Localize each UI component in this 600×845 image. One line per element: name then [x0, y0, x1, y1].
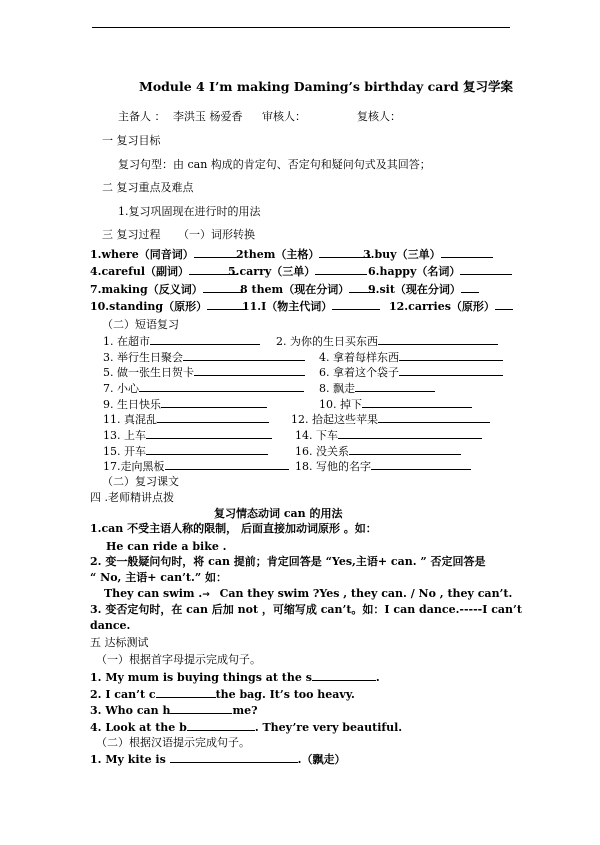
preparer-label: 主备人 ： [118, 110, 166, 123]
answer-blank[interactable] [399, 349, 503, 361]
rule-2-line-2: “ No, 主语+ can’t.” 如： [90, 571, 227, 584]
answer-blank[interactable] [157, 411, 269, 423]
test-question-3: 3. Who can h me? [90, 704, 258, 717]
answer-blank[interactable] [183, 349, 305, 361]
word-row-1-c1: 1.where（同音词） [90, 246, 238, 262]
example-2-statement: They can swim . [104, 587, 203, 600]
answer-blank[interactable] [399, 364, 503, 376]
section4-heading: 四 .老师精讲点拨 [90, 491, 174, 504]
word-row-1-c3: 3.buy（三单） [363, 246, 493, 262]
page-title: Module 4 I’m making Daming’s birthday card 复习学案 [139, 79, 514, 94]
phrase-right-18: 18. 写他的名字 [295, 458, 471, 474]
answer-blank[interactable] [332, 298, 380, 310]
word-row-3-c3: 9.sit（现在分词） [368, 281, 479, 297]
word-row-2-c3: 6.happy（名词） [368, 263, 512, 279]
answer-blank[interactable] [460, 263, 512, 275]
section2-body: 1.复习巩固现在进行时的用法 [118, 205, 261, 218]
test-question-2: 2. I can’t c the bag. It’s too heavy. [90, 688, 355, 701]
answer-blank[interactable] [150, 333, 260, 345]
answer-blank[interactable] [355, 380, 435, 392]
answer-blank[interactable] [194, 246, 238, 258]
example-2 [104, 586, 512, 603]
phrase-left-11: 11. 真混乱 [103, 411, 269, 427]
phrase-right-6: 6. 拿着这个袋子 [319, 364, 503, 380]
word-row-3-c1: 7.making（反义词） [90, 281, 243, 297]
answer-blank[interactable] [165, 458, 289, 470]
phrase-left-13: 13. 上车 [103, 427, 272, 443]
answer-blank[interactable] [312, 669, 376, 681]
answer-blank[interactable] [349, 443, 461, 455]
phrase-right-8: 8. 飘走 [319, 380, 435, 396]
phrase-left-17: 17.走向黑板 [103, 458, 289, 474]
preparer-names: 李洪玉 杨爱香 [173, 110, 243, 123]
answer-blank[interactable] [139, 380, 304, 392]
word-row-4-c1: 10.standing（原形） [90, 298, 247, 314]
word-row-1-c2: 2them（主格） [236, 246, 371, 262]
word-transform-subheading: （一）词形转换 [178, 228, 255, 241]
answer-blank[interactable] [371, 458, 471, 470]
rule-2-line-1: 2. 变一般疑问句时，将 can 提前；肯定回答是 “Yes,主语+ can. ” 否定回答是 [90, 555, 486, 568]
answer-blank[interactable] [338, 427, 482, 439]
rule-3-line-1: 3. 变否定句时，在 can 后加 not ，可缩写成 can’t。如：I can dance.-----I can’t [90, 603, 522, 616]
answer-blank[interactable] [146, 427, 272, 439]
answer-blank[interactable] [170, 751, 298, 763]
phrase-right-14: 14. 下车 [295, 427, 482, 443]
word-row-4-c3: 12.carries（原形） [389, 298, 513, 314]
example-1: He can ride a bike . [106, 540, 227, 553]
answer-blank[interactable] [156, 686, 216, 698]
phrase-left-9: 9. 生日快乐 [103, 396, 267, 412]
answer-blank[interactable] [315, 263, 367, 275]
answer-blank[interactable] [461, 281, 479, 293]
answer-blank[interactable] [362, 396, 472, 408]
text-review-subheading: （二）复习课文 [102, 475, 179, 488]
phrase-right-16: 16. 没关系 [295, 443, 461, 459]
reviewer-label: 审核人： [262, 110, 306, 123]
answer-blank[interactable] [146, 443, 268, 455]
test-question-1: 1. My mum is buying things at the s . [90, 671, 380, 684]
arrow-right-icon: → [202, 590, 210, 600]
answer-blank[interactable] [495, 298, 513, 310]
section1-body: 复习句型：由 can 构成的肯定句、否定句和疑问句式及其回答； [118, 158, 431, 171]
answer-blank[interactable] [378, 333, 498, 345]
section2-heading: 二 复习重点及难点 [102, 181, 194, 194]
answer-blank[interactable] [170, 702, 232, 714]
word-row-2-c2: 5.carry（三单） [228, 263, 367, 279]
authors-line [118, 109, 306, 124]
section5-heading: 五 达标测试 [90, 636, 149, 649]
phrase-subheading: （二）短语复习 [102, 318, 179, 331]
can-usage-title: 复习情态动词 can 的用法 [214, 507, 343, 520]
answer-blank[interactable] [441, 246, 493, 258]
test-subheading-1: （一）根据首字母提示完成句子。 [96, 653, 261, 666]
section3-title: 三 复习过程 [102, 228, 161, 241]
phrase-left-5: 5. 做一张生日贺卡 [103, 364, 305, 380]
section3-heading [102, 227, 255, 242]
word-row-3-c2: 8 them（现在分词） [240, 281, 375, 297]
answer-blank[interactable] [161, 396, 267, 408]
phrase-right-12: 12. 拾起这些苹果 [291, 411, 490, 427]
answer-blank[interactable] [203, 281, 243, 293]
rechecker-label: 复核人： [357, 110, 401, 123]
phrase-left-15: 15. 开车 [103, 443, 268, 459]
top-rule [92, 27, 510, 28]
section1-heading: 一 复习目标 [102, 134, 161, 147]
phrase-left-1: 1. 在超市 [103, 333, 260, 349]
phrase-right-4: 4. 拿着每样东西 [319, 349, 503, 365]
answer-blank[interactable] [194, 364, 305, 376]
answer-blank[interactable] [378, 411, 490, 423]
phrase-right-10: 10. 掉下 [319, 396, 472, 412]
word-row-2-c1: 4.careful（副词） [90, 263, 237, 279]
test-question-5: 1. My kite is .（飘走） [90, 753, 346, 766]
test-subheading-2: （二）根据汉语提示完成句子。 [96, 736, 250, 749]
word-row-4-c2: 11.I（物主代词） [242, 298, 380, 314]
phrase-left-3: 3. 举行生日聚会 [103, 349, 305, 365]
rule-1: 1.can 不受主语人称的限制， 后面直接加动词原形 。如： [90, 522, 377, 535]
rule-3-line-2: dance. [90, 619, 131, 632]
answer-blank[interactable] [187, 719, 255, 731]
test-question-4: 4. Look at the b . They’re very beautiful. [90, 721, 403, 734]
phrase-right-2: 2. 为你的生日买东西 [276, 333, 498, 349]
phrase-left-7: 7. 小心 [103, 380, 304, 396]
example-2-question: Can they swim ?Yes , they can. / No , they can’t. [219, 587, 513, 600]
